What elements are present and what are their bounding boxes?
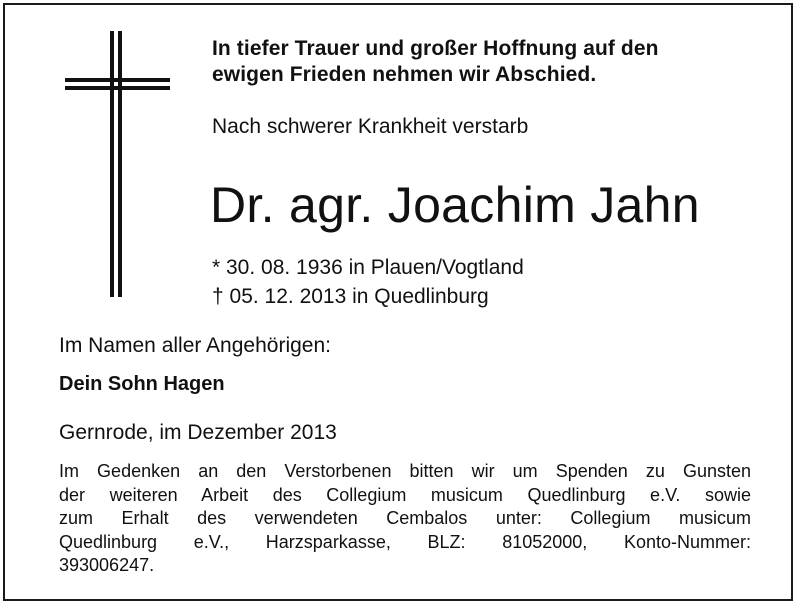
donation-paragraph [59,460,751,578]
subline: Nach schwerer Krankheit verstarb [212,115,529,138]
donation-line-5: 393006247. [59,555,155,575]
family-intro: Im Namen aller Angehörigen: [59,334,331,357]
cross-icon [65,31,170,297]
place-date: Gernrode, im Dezember 2013 [59,421,337,444]
intro-line-2: ewigen Frieden nehmen wir Abschied. [212,63,597,86]
donation-line-3: zum Erhalt des verwendeten Cembalos unter: Collegium musicum [59,508,751,528]
life-dates [212,253,524,311]
donation-line-4: Quedlinburg e.V., Harzsparkasse, BLZ: 81052000, Konto-Nummer: [59,531,751,552]
birth-date: * 30. 08. 1936 in Plauen/Vogtland [212,256,524,279]
intro-line-1: In tiefer Trauer und großer Hoffnung auf den [212,37,659,60]
obituary-frame [3,3,793,601]
family-signature: Dein Sohn Hagen [59,373,225,395]
donation-line-1: Im Gedenken an den Verstorbenen bitten wir um Spenden zu Gunsten [59,461,751,481]
deceased-name: Dr. agr. Joachim Jahn [210,177,700,233]
donation-line-2: der weiteren Arbeit des Collegium musicum Quedlinburg e.V. sowie [59,484,751,505]
death-date: † 05. 12. 2013 in Quedlinburg [212,285,489,308]
intro-text [212,36,772,88]
